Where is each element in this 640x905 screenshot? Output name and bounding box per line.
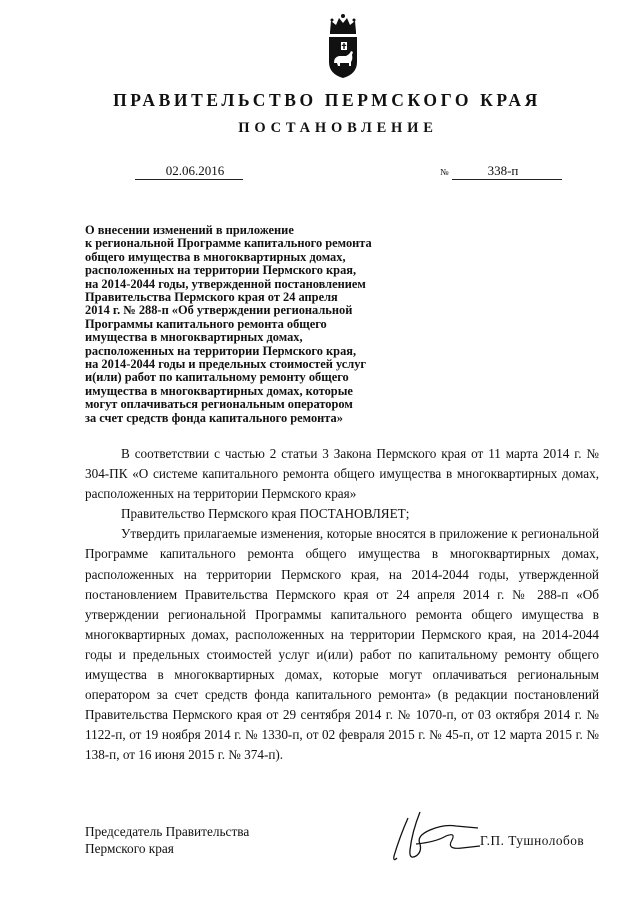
- subject-line: общего имущества в многоквартирных домах,: [85, 249, 346, 264]
- body-paragraph-resolves: Правительство Пермского края ПОСТАНОВЛЯЕТ;: [121, 506, 410, 522]
- signatory-position-line: Председатель Правительства: [85, 824, 250, 839]
- document-body: [85, 444, 599, 766]
- document-type: ПОСТАНОВЛЕНИЕ: [238, 120, 438, 136]
- body-paragraph-legal-basis: В соответствии с частью 2 статьи 3 Закона Пермского края от 11 марта 2014 г. № 304-ПК «О системе капитального ремонта общего имущества в многоквартирных домах, расположенных на территории Пермского края»: [85, 446, 599, 502]
- government-title: ПРАВИТЕЛЬСТВО ПЕРМСКОГО КРАЯ: [113, 90, 541, 110]
- subject-line: имущества в многоквартирных домах,: [85, 330, 303, 345]
- subject-line: к региональной Программе капитального ремонта: [85, 236, 372, 251]
- signatory-position-line: Пермского края: [85, 841, 174, 856]
- subject-line: и(или) работ по капитальному ремонту общего: [85, 370, 349, 385]
- subject-line: могут оплачиваться региональным оператором: [85, 397, 353, 412]
- subject-line: расположенных на территории Пермского края,: [85, 343, 357, 358]
- subject-line: на 2014-2044 годы и предельных стоимостей услуг: [85, 357, 367, 372]
- coat-of-arms-icon: [324, 8, 362, 80]
- document-date: 02.06.2016: [135, 163, 243, 180]
- document-subject: [85, 224, 420, 425]
- subject-line: Программы капитального ремонта общего: [85, 316, 327, 331]
- document-number-label: №: [440, 167, 449, 177]
- subject-line: за счет средств фонда капитального ремонта»: [85, 410, 343, 425]
- subject-line: расположенных на территории Пермского края,: [85, 263, 357, 278]
- subject-line: имущества в многоквартирных домах, которые: [85, 383, 353, 398]
- document-number: 338-п: [452, 163, 562, 180]
- handwritten-signature: [386, 806, 482, 866]
- subject-line: на 2014-2044 годы, утвержденной постановлением: [85, 276, 366, 291]
- subject-line: 2014 г. № 288-п «Об утверждении региональной: [85, 303, 353, 318]
- signatory-position: [85, 823, 249, 857]
- body-paragraph-decision: Утвердить прилагаемые изменения, которые вносятся в приложение к региональной Программе капитального ремонта общего имущества в многоквартирных домах, расположенных на территории Пермского края, на 2014-2044 годы, утвержденной постановлением Правительства Пермского края от 24 апреля 2014 г. № 288-п «Об утверждении региональной Программы капитального ремонта общего имущества в многоквартирных домах, расположенных на территории Пермского края, на 2014-2044 годы и предельных стоимостей услуг и(или) работ по капитальному ремонту общего имущества в многоквартирных домах, которые могут оплачиваться региональным оператором за счет средств фонда капитального ремонта» (в редакции постановлений Правительства Пермского края от 29 сентября 2014 г. № 1070-п, от 03 октября 2014 г. № 1122-п, от 19 ноября 2014 г. № 1330-п, от 02 февраля 2015 г. № 45-п, от 12 марта 2015 г. № 138-п, от 16 июня 2015 г. № 374-п).: [85, 526, 599, 763]
- signatory-name: Г.П. Тушнолобов: [480, 833, 585, 848]
- subject-line: О внесении изменений в приложение: [85, 223, 294, 237]
- subject-line: Правительства Пермского края от 24 апреля: [85, 290, 338, 305]
